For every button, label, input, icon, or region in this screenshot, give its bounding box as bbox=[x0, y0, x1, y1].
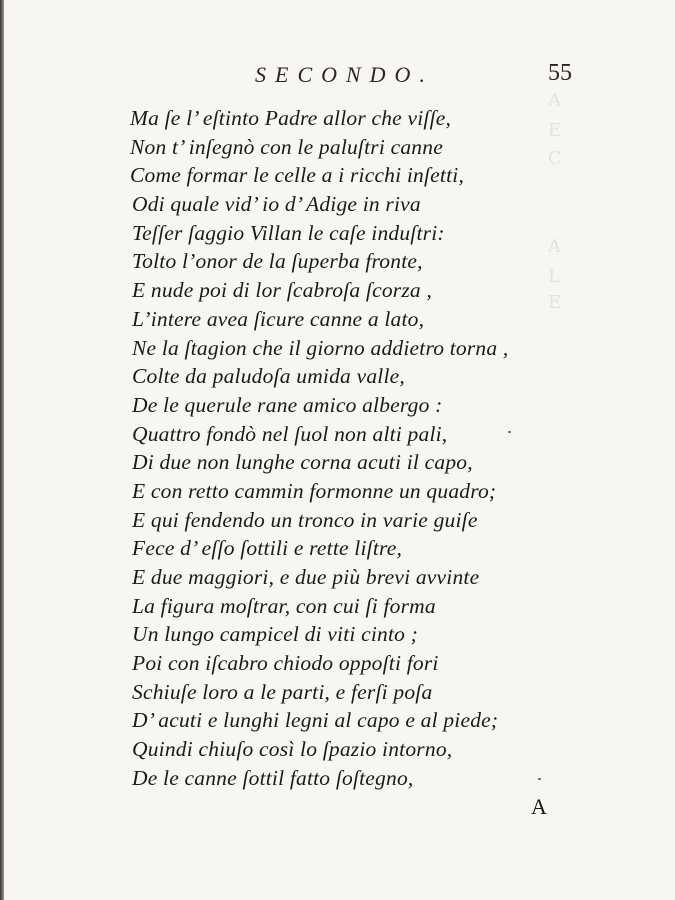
catchword: A bbox=[531, 794, 547, 819]
running-head: SECONDO. bbox=[255, 62, 434, 87]
poem-line: Ma ſe l’ eſtinto Padre allor che viſſe, bbox=[130, 106, 452, 130]
page-header bbox=[0, 62, 675, 98]
poem-line: De le querule rane amico albergo : bbox=[132, 392, 443, 417]
poem-line: Non t’ inſegnò con le paluſtri canne bbox=[130, 134, 443, 159]
poem-text bbox=[130, 104, 570, 793]
poem-line: E nude poi di lor ſcabroſa ſcorza , bbox=[132, 278, 433, 303]
page-edge bbox=[0, 0, 4, 900]
poem-line: Come formar le celle a i ricchi inſetti, bbox=[130, 163, 465, 188]
poem-line: La figura moſtrar, con cui ſi forma bbox=[132, 593, 436, 618]
poem-line: D’ acuti e lunghi legni al capo e al piede; bbox=[132, 708, 499, 733]
poem-line: Ne la ſtagion che il giorno addietro torna , bbox=[132, 335, 509, 360]
poem-line: Quindi chiuſo così lo ſpazio intorno, bbox=[132, 737, 453, 762]
poem-line: Teſſer ſaggio Villan le caſe induſtri: bbox=[132, 220, 445, 245]
poem-line: Schiuſe loro a le parti, e ferſi poſa bbox=[132, 679, 433, 704]
ink-speck bbox=[538, 778, 541, 780]
poem-line: Fece d’ eſſo ſottili e rette liſtre, bbox=[132, 536, 403, 561]
poem-line: Colte da paludoſa umida valle, bbox=[132, 364, 405, 389]
poem-line: Poi con iſcabro chiodo oppoſti fori bbox=[132, 651, 439, 676]
ink-speck bbox=[508, 431, 511, 433]
poem-line: Tolto l’onor de la ſuperba fronte, bbox=[132, 249, 423, 274]
poem-line: E qui fendendo un tronco in varie guiſe bbox=[132, 507, 478, 532]
poem-line: E con retto cammin formonne un quadro; bbox=[132, 478, 497, 503]
poem-line: Un lungo campicel di viti cinto ; bbox=[132, 622, 419, 647]
poem-line: Di due non lunghe corna acuti il capo, bbox=[132, 450, 473, 475]
poem-line: Odi quale vid’ io d’ Adige in riva bbox=[132, 192, 421, 217]
show-through-text: A E C A L E bbox=[548, 90, 562, 313]
page-number: 55 bbox=[548, 60, 572, 86]
poem-line: Quattro fondò nel ſuol non alti pali, bbox=[132, 421, 448, 446]
poem-line: L’intere avea ſicure canne a lato, bbox=[132, 306, 425, 331]
poem-line: De le canne ſottil fatto ſoſtegno, bbox=[132, 765, 414, 790]
poem-line: E due maggiori, e due più brevi avvinte bbox=[132, 565, 480, 589]
